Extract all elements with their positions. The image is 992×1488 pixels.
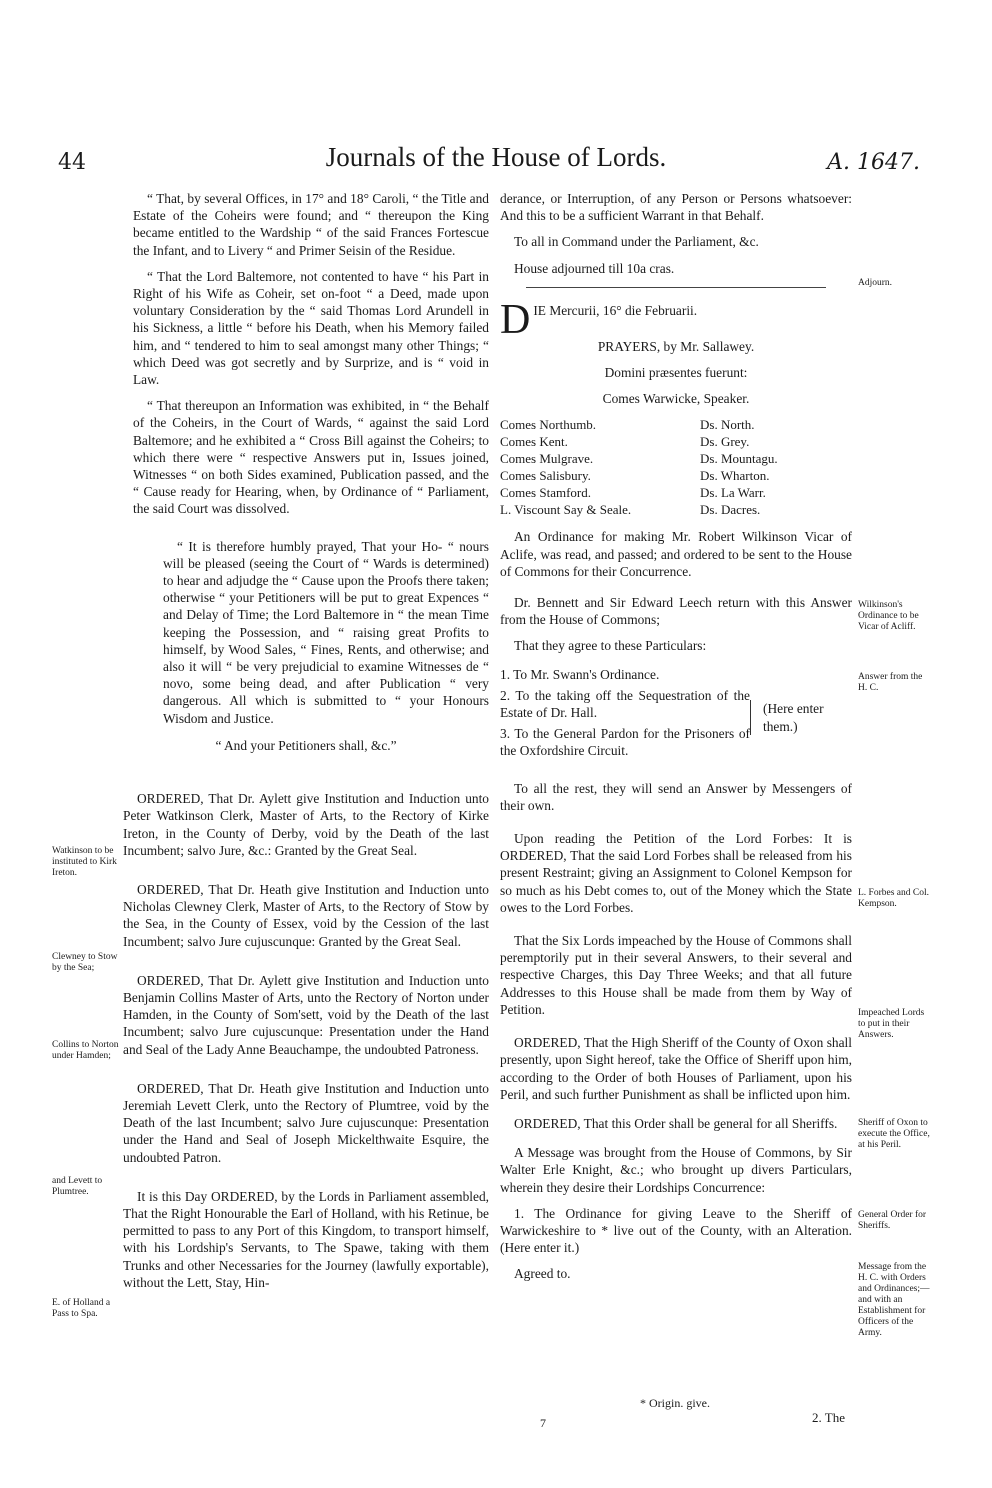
margin-note: Impeached Lords to put in their Answers.: [858, 1008, 925, 1040]
sheriff-paragraph: ORDERED, That the High Sheriff of the County of Oxon shall presently, upon Sight hereof, take the Office of Sheriff upon him, according to the Order of both Houses of Parliament, upon his Peril, and such further Punishment as shall be inflicted upon him.: [500, 1035, 852, 1102]
separator-rule: [526, 287, 826, 288]
lord-entry: Comes Stamford.: [500, 485, 591, 501]
petition-prayer: “ It is therefore humbly prayed, That your Ho- “ nours will be pleased (seeing the Court of “ Wards is determined) to hear and adjudge the “ Cause upon the Proofs there taken; otherwise “ your Petitioners will be put to great Expences “ and Delay of Time; the Lord Baltemore in “ the mean Time keeping the Possession, and “ raising great Profits to himself, by Wood Sales, “ Fines, Rents, and otherwise; and also it will “ be very prejudicial to examine Witnesses de “ novo, some being dead, and after Publication “ very dangerous. All which is submitted to “ your Honours Wisdom and Justice.: [163, 538, 489, 726]
lord-entry: Ds. North.: [700, 417, 755, 433]
rest-paragraph: To all the rest, they will send an Answer by Messengers of their own.: [500, 780, 852, 813]
margin-note: Watkinson to be instituted to Kirk Ireton.: [52, 846, 117, 878]
lord-entry: Ds. Dacres.: [700, 502, 761, 518]
agree-line: That they agree to these Particulars:: [514, 638, 707, 654]
petition-paragraph: “ That thereupon an Information was exhibited, in “ the Behalf of the Coheirs, in the Court of Wards, “ against the said Lord Baltemore; and he exhibited a “ Cross Bill against the Coheirs; to which there were “ respective Answers put in, Issues joined, Witnesses “ on both Sides examined, Publication passed, and the “ Cause ready for Hearing, when, by Ordinance of “ Parliament, the said Court was dissolved.: [133, 398, 489, 517]
margin-note: General Order for Sheriffs.: [858, 1210, 927, 1231]
margin-note: Adjourn.: [858, 278, 893, 288]
lord-entry: Comes Mulgrave.: [500, 451, 594, 467]
lord-entry: Ds. Mountagu.: [700, 451, 778, 467]
page-number: 44: [58, 150, 86, 175]
lords-column-left: [500, 416, 680, 518]
margin-note: Sheriff of Oxon to execute the Office, at his Peril.: [858, 1118, 930, 1150]
answer-paragraph: Dr. Bennett and Sir Edward Leech return with this Answer from the House of Commons;: [500, 595, 852, 628]
ordinance-paragraph: An Ordinance for making Mr. Robert Wilkinson Vicar of Aclife, was read, and passed; and ordered to be sent to the House of Commons for their Concurrence.: [500, 529, 852, 579]
lord-entry: Ds. La Warr.: [700, 485, 766, 501]
margin-note: and Levett to Plumtree.: [52, 1176, 103, 1197]
lord-entry: Ds. Grey.: [700, 434, 750, 450]
right-column: [500, 190, 852, 1292]
impeached-paragraph: That the Six Lords impeached by the House of Commons shall peremptorily put in their several Answers, to their several and respective Charges, this Day Three Weeks; and that all future Addresses to this House shall be made from them by Way of Petition.: [500, 933, 852, 1017]
warwick-ordinance-paragraph: 1. The Ordinance for giving Leave to the Sheriff of Warwickeshire to * live out of the County, with an Alteration. (Here enter it.): [500, 1205, 852, 1256]
footnote: * Origin. give.: [640, 1396, 710, 1410]
order-paragraph: ORDERED, That Dr. Aylett give Institution and Induction unto Benjamin Collins Master of Arts, unto the Rectory of Norton under Hamden, in the County of Som'sett, void by the Death of the last Incumbent; salvo Jure cujuscunque: Presentation under the Hand and Seal of the Lady Anne Beauchampe, the undoubted Patroness.: [123, 972, 489, 1057]
margin-note: Message from the H. C. with Orders and Ordinances;—and with an Establishment for Officers of the Army.: [858, 1262, 930, 1338]
petition-closing: “ And your Petitioners shall, &c.”: [215, 737, 397, 753]
continued-paragraph: derance, or Interruption, of any Person or Persons whatsoever: And this to be a sufficient Warrant in that Behalf.: [500, 191, 852, 224]
here-enter-note: (Here enter them.): [750, 700, 833, 734]
particular-item: 3. To the General Pardon for the Prisoners of the Oxfordshire Circuit.: [500, 726, 750, 759]
lord-entry: Comes Kent.: [500, 434, 568, 450]
lord-entry: Comes Salisbury.: [500, 468, 591, 484]
printer-signature: 7: [540, 1416, 546, 1430]
particular-item: 2. To the taking off the Sequestration of the Estate of Dr. Hall.: [500, 687, 750, 721]
drop-cap: D: [500, 296, 531, 343]
general-order-paragraph: ORDERED, That this Order shall be general for all Sheriffs.: [514, 1115, 838, 1131]
lords-present-heading: Domini præsentes fuerunt:: [604, 365, 748, 381]
particular-item: 1. To Mr. Swann's Ordinance.: [500, 666, 660, 682]
petition-paragraph: “ That the Lord Baltemore, not contented to have “ his Part in Right of his Wife as Coheir, set on-foot “ a Deed, made upon voluntary Consideration by the “ said Thomas Lord Arundell in his Sickness, a little “ before his Death, when his Memory failed him, and “ tendered to him to seal amongst many other Things; “ which Deed was got secretly and by Surprize, and is “ void in Law.: [133, 268, 489, 388]
adjourned-line: House adjourned till 10a cras.: [514, 260, 675, 276]
order-paragraph: It is this Day ORDERED, by the Lords in Parliament assembled, That the Right Honourable the Earl of Holland, with his Retinue, be permitted to pass to any Port of this Kingdom, to transport himself, with his Lordship's Servants, to The Spawe, taking with them Trunks and other Necessaries for the Journey (lawfully exportable), without the Lett, Stay, Hin-: [123, 1188, 489, 1290]
page-year: A. 1647.: [827, 150, 920, 175]
message-paragraph: A Message was brought from the House of Commons, by Sir Walter Erle Knight, &c.; who brought up divers Particulars, wherein they desire their Lordships Concurrence:: [500, 1145, 852, 1195]
lords-present-list: [500, 416, 852, 518]
margin-note: Collins to Norton under Hamden;: [52, 1040, 119, 1061]
to-all-line: To all in Command under the Parliament, &c.: [514, 234, 759, 250]
page-title: Journals of the House of Lords.: [325, 142, 667, 172]
speaker-line: Comes Warwicke, Speaker.: [602, 391, 750, 407]
day-heading: [500, 296, 852, 343]
margin-note: E. of Holland a Pass to Spa.: [52, 1298, 111, 1319]
prayers-line: PRAYERS, by Mr. Sallawey.: [597, 338, 755, 354]
forbes-paragraph: Upon reading the Petition of the Lord Forbes: It is ORDERED, That the said Lord Forbes shall be released from his present Restraint; giving an Assignment to Colonel Kempson for so much as his Debt comes to, out of the Money which the State owes to the Lord Forbes.: [500, 831, 852, 915]
particulars-list: [500, 664, 852, 772]
lord-entry: Ds. Wharton.: [700, 468, 770, 484]
margin-note: Clewney to Stow by the Sea;: [52, 952, 118, 973]
lord-entry: L. Viscount Say & Seale.: [500, 502, 632, 518]
lord-entry: Comes Northumb.: [500, 417, 597, 433]
order-paragraph: ORDERED, That Dr. Aylett give Institution and Induction unto Peter Watkinson Clerk, Master of Arts, to the Rectory of Kirke Ireton, in the County of Derby, void by the Death of the last Incumbent; salvo Jure, &c.: Granted by the Great Seal.: [123, 791, 489, 858]
margin-note: Answer from the H. C.: [858, 672, 923, 693]
order-paragraph: ORDERED, That Dr. Heath give Institution and Induction unto Jeremiah Levett Clerk, unto the Rectory of Plumtree, void by the Death of the last Incumbent; salvo Jure cujuscunque: Presentation under the Hand and Seal of Joseph Mickelthwaite Esquire, the undoubted Patron.: [123, 1080, 489, 1165]
day-heading-text: IE Mercurii, 16° die Februarii.: [533, 302, 698, 318]
catchword: 2. The: [812, 1410, 845, 1425]
left-column: [123, 190, 489, 1300]
petition-paragraph: “ That, by several Offices, in 17° and 18° Caroli, “ the Title and Estate of the Coheirs were found; and “ thereupon the King became entitled to the Wardship “ of the said Frances Fortescue the Infant, and to Livery “ and Primer Seisin of the Residue.: [133, 191, 489, 258]
margin-note: Wilkinson's Ordinance to be Vicar of Acliff.: [858, 600, 919, 632]
order-paragraph: ORDERED, That Dr. Heath give Institution and Induction unto Nicholas Clewney Clerk, Master of Arts, to the Rectory of Stow by the Sea, in the County of Essex, void by the Cession of the last Incumbent; salvo Jure cujuscunque: Granted by the Great Seal.: [123, 881, 489, 949]
lords-column-right: [700, 416, 778, 518]
margin-note: L. Forbes and Col. Kempson.: [858, 888, 929, 909]
agreed-line: Agreed to.: [514, 1266, 571, 1282]
